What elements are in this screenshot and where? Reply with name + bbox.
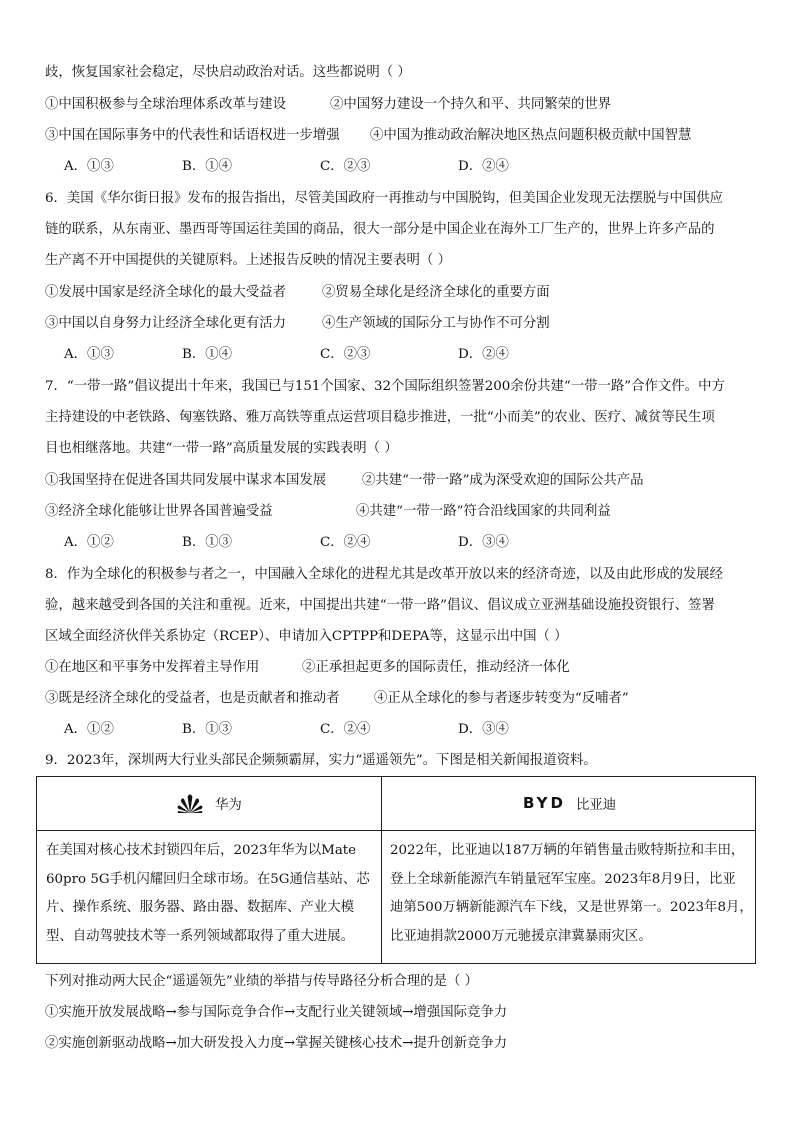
cell-line: 60pro 5G手机闪耀回归全球市场。在5G通信基站、芯 xyxy=(46,871,370,887)
statement-3: ③既是经济全球化的受益者，也是贡献者和推动者 xyxy=(45,691,340,706)
question-8-line-2: 验，越来越受到各国的关注和重视。近来，中国提出共建“一带一路”倡议、倡议成立亚洲基础设施投资银行、签署 xyxy=(45,598,715,613)
option-c: C．②③ xyxy=(320,347,371,362)
byd-news-text xyxy=(390,837,753,951)
question-text: 歧，恢复国家社会稳定，尽快启动政治对话。这些都说明（ ） xyxy=(45,65,411,80)
cell-line: 比亚迪捐款2000万元驰援京津冀暴雨灾区。 xyxy=(390,928,652,944)
cell-line: 片、操作系统、服务器、路由器、数据库、产业大模 xyxy=(46,900,354,915)
table-divider xyxy=(381,777,382,963)
statement-1: ①我国坚持在促进各国共同发展中谋求本国发展 xyxy=(45,473,327,488)
statement-1: ①在地区和平事务中发挥着主导作用 xyxy=(45,660,260,675)
option-b: B．①④ xyxy=(182,159,233,174)
question-6-line-2: 链的联系，从东南亚、墨西哥等国运往美国的商品，很大一部分是中国企业在海外工厂生产的，世界上许多产品的 xyxy=(45,222,715,237)
cell-line: 2022年，比亚迪以187万辆的年销售量击败特斯拉和丰田， xyxy=(390,843,745,858)
question-6-line-1: 6．美国《华尔街日报》发布的报告指出，尽管美国政府一再推动与中国脱钩，但美国企业发现无法摆脱与中国供应 xyxy=(45,191,724,206)
option-c: C．②③ xyxy=(320,159,371,174)
question-7-line-2: 主持建设的中老铁路、匈塞铁路、雅万高铁等重点运营项目稳步推进，一批“小而美”的农业、医疗、减贫等民生项 xyxy=(45,410,715,425)
statement-4: ④正从全球化的参与者逐步转变为“反哺者” xyxy=(374,691,629,706)
table-divider xyxy=(37,830,755,831)
statement-3: ③经济全球化能够让世界各国普遍受益 xyxy=(45,504,273,519)
huawei-label: 华为 xyxy=(215,797,242,813)
huawei-header xyxy=(175,791,242,815)
statement-2: ②实施创新驱动战略→加大研发投入力度→掌握关键核心技术→提升创新竞争力 xyxy=(45,1036,508,1051)
cell-line: 型、自动驾驶技术等一系列领域都取得了重大进展。 xyxy=(46,928,354,944)
statement-1: ①中国积极参与全球治理体系改革与建设 xyxy=(45,97,287,112)
cell-line: 迪第500万辆新能源汽车下线，又是世界第一。2023年8月， xyxy=(390,900,753,915)
huawei-news-text xyxy=(46,837,370,951)
statement-2: ②正承担起更多的国际责任，推动经济一体化 xyxy=(302,660,570,675)
option-b: B．①③ xyxy=(182,535,233,550)
cell-line: 在美国对核心技术封锁四年后，2023年华为以Mate xyxy=(46,843,357,858)
option-d: D．③④ xyxy=(458,535,509,550)
option-a: A．①③ xyxy=(64,347,114,362)
option-a: A．①② xyxy=(64,722,114,737)
option-b: B．①③ xyxy=(182,722,233,737)
option-a: A．①③ xyxy=(64,159,114,174)
statement-4: ④中国为推动政治解决地区热点问题积极贡献中国智慧 xyxy=(370,128,692,143)
statement-1: ①发展中国家是经济全球化的最大受益者 xyxy=(45,285,287,300)
option-d: D．③④ xyxy=(458,722,509,737)
statement-2: ②共建“一带一路”成为深受欢迎的国际公共产品 xyxy=(362,473,644,488)
statement-2: ②贸易全球化是经济全球化的重要方面 xyxy=(322,285,550,300)
byd-header xyxy=(523,791,616,815)
option-b: B．①④ xyxy=(182,347,233,362)
huawei-logo-icon xyxy=(175,792,205,814)
statement-4: ④共建“一带一路”符合沿线国家的共同利益 xyxy=(356,504,611,519)
byd-logo-icon: BYD xyxy=(523,794,566,812)
statement-3: ③中国以自身努力让经济全球化更有活力 xyxy=(45,316,287,331)
statement-1: ①实施开放发展战略→参与国际竞争合作→支配行业关键领域→增强国际竞争力 xyxy=(45,1005,508,1020)
statement-4: ④生产领域的国际分工与协作不可分割 xyxy=(322,316,550,331)
statement-3: ③中国在国际事务中的代表性和话语权进一步增强 xyxy=(45,128,340,143)
question-9-line-1: 9．2023年，深圳两大行业头部民企频频霸屏，实力“遥遥领先”。下图是相关新闻报道资料。 xyxy=(45,753,597,768)
news-table xyxy=(36,776,756,964)
option-d: D．②④ xyxy=(458,159,509,174)
question-6-line-3: 生产离不开中国提供的关键原料。上述报告反映的情况主要表明（ ） xyxy=(45,253,451,268)
question-9-line-2: 下列对推动两大民企“遥遥领先”业绩的举措与传导路径分析合理的是（ ） xyxy=(45,974,479,989)
option-c: C．②④ xyxy=(320,535,371,550)
cell-line: 登上全球新能源汽车销量冠军宝座。2023年8月9日，比亚 xyxy=(390,871,736,887)
byd-label: 比亚迪 xyxy=(575,797,617,813)
question-8-line-3: 区域全面经济伙伴关系协定（RCEP）、申请加入CPTPP和DEPA等，这显示出中国（ ） xyxy=(45,629,568,644)
option-c: C．②④ xyxy=(320,722,371,737)
question-7-line-3: 目也相继落地。共建“一带一路”高质量发展的实践表明（ ） xyxy=(45,441,398,456)
option-a: A．①② xyxy=(64,535,114,550)
question-8-line-1: 8．作为全球化的积极参与者之一，中国融入全球化的进程尤其是改革开放以来的经济奇迹，以及由此形成的发展经 xyxy=(45,567,724,582)
statement-2: ②中国努力建设一个持久和平、共同繁荣的世界 xyxy=(330,97,612,112)
question-7-line-1: 7．“一带一路”倡议提出十年来，我国已与151个国家、32个国际组织签署200余份共建“一带一路”合作文件。中方 xyxy=(45,379,725,394)
option-d: D．②④ xyxy=(458,347,509,362)
